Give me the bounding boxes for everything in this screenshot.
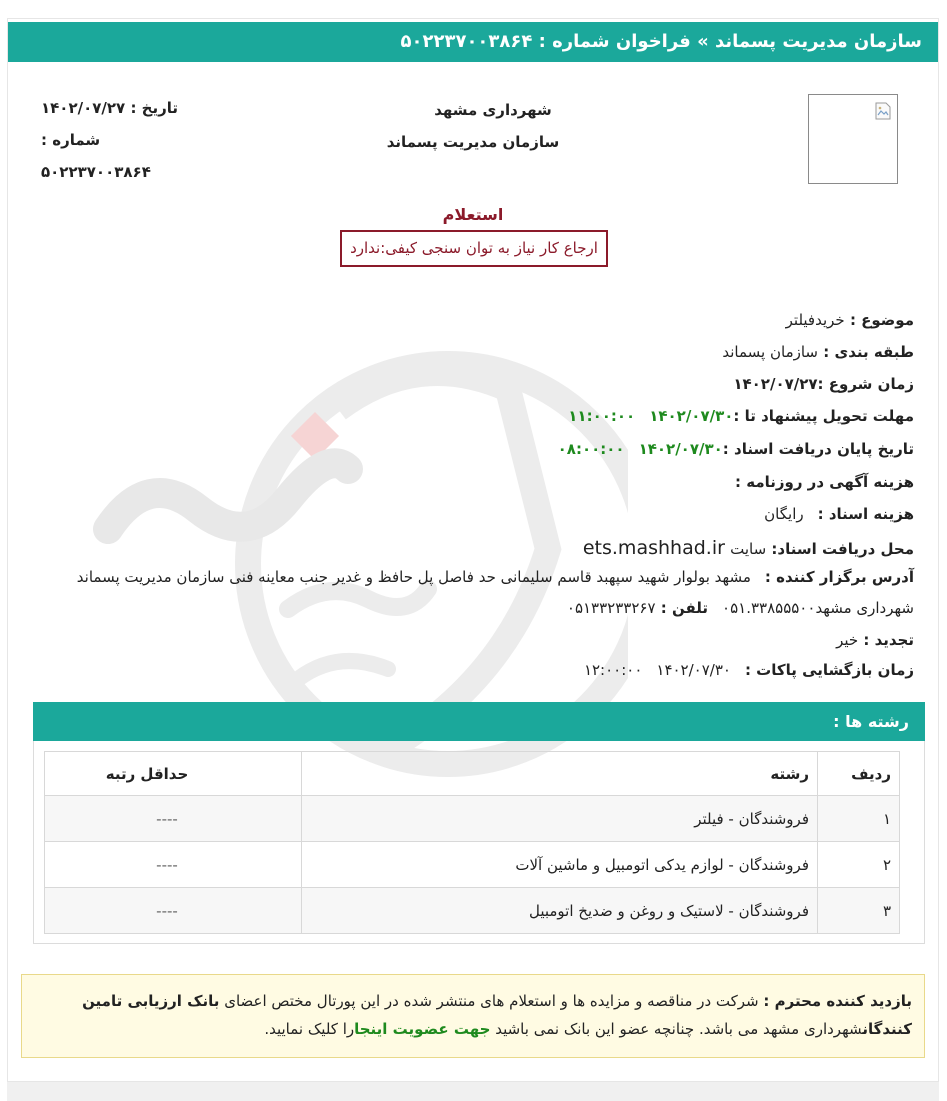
column-branch-header: رشته [302, 752, 818, 796]
contact-row: شهرداری مشهد۰۵۱.۳۳۸۵۵۵۰۰تلفن : ۰۵۱۳۳۲۳۳۲۶۷ [566, 599, 914, 617]
document-type: استعلام [442, 205, 504, 224]
row-branch: فروشندگان - فیلتر [302, 796, 818, 842]
category-row: طبقه بندی : سازمان پسماند [722, 343, 914, 361]
row-number: ۱ [818, 796, 900, 842]
table-row [45, 888, 900, 934]
table-row [45, 842, 900, 888]
branches-header: رشته ها : [33, 702, 925, 741]
page-title: سازمان مدیریت پسماند » فراخوان شماره : ۵۰۲۲۳۷۰۰۳۸۶۴ [8, 22, 938, 62]
membership-link[interactable]: جهت عضویت اینجا [354, 1020, 491, 1038]
deadline-row: مهلت تحویل پیشنهاد تا :۱۴۰۲/۰۷/۳۰۱۱:۰۰:۰۰ [568, 407, 914, 425]
row-rank: ---- [45, 888, 302, 934]
renewal-row: تجدید : خیر [836, 631, 914, 649]
opening-time-row: زمان بازگشایی پاکات :۱۴۰۲/۰۷/۳۰۱۲:۰۰:۰۰ [583, 661, 914, 679]
issue-date: تاریخ : ۱۴۰۲/۰۷/۲۷ [41, 99, 179, 117]
subject-row: موضوع : خریدفیلتر [785, 311, 914, 329]
start-time-row: زمان شروع :۱۴۰۲/۰۷/۲۷ [733, 375, 914, 393]
documents-place-row: محل دریافت اسناد: سایت ets.mashhad.ir [582, 537, 914, 559]
issuer-municipality: شهرداری مشهد [434, 101, 552, 119]
branches-table [44, 751, 900, 934]
documents-site-link[interactable]: ets.mashhad.ir [582, 537, 725, 559]
ad-cost-row: هزینه آگهی در روزنامه : [735, 473, 914, 491]
documents-end-row: تاریخ پایان دریافت اسناد :۱۴۰۲/۰۷/۳۰۰۸:۰۰:۰۰ [557, 440, 914, 458]
table-row [45, 796, 900, 842]
page-bottom-margin [7, 1082, 939, 1101]
row-number: ۲ [818, 842, 900, 888]
membership-notice: بازدید کننده محترم : شرکت در مناقصه و مزایده ها و استعلام های منتشر شده در این پورتال مختص اعضای بانک ارزیابی تامین کنندگانشهرداری مشهد می باشد. چنانچه عضو این بانک نمی باشید جهت عضویت اینجارا کلیک نمایید. [21, 974, 925, 1058]
document-page [7, 18, 939, 1082]
table-header-row [45, 752, 900, 796]
issue-number: ۵۰۲۲۳۷۰۰۳۸۶۴ [41, 163, 151, 181]
row-rank: ---- [45, 796, 302, 842]
address-row: آدرس برگزار کننده :مشهد بولوار شهید سپهبد قاسم سلیمانی حد فاصل پل حافظ و غدیر جنب معاینه فنی سازمان مدیریت پسماند [76, 568, 914, 586]
document-cost-row: هزینه اسناد :رایگان [764, 505, 914, 523]
branches-table-wrapper [33, 741, 925, 944]
column-row-header: ردیف [818, 752, 900, 796]
issue-number-label: شماره : [41, 131, 101, 149]
row-number: ۳ [818, 888, 900, 934]
row-rank: ---- [45, 842, 302, 888]
row-branch: فروشندگان - لاستیک و روغن و ضدیخ اتومبیل [302, 888, 818, 934]
column-rank-header: حداقل رتبه [45, 752, 302, 796]
row-branch: فروشندگان - لوازم یدکی اتومبیل و ماشین آلات [302, 842, 818, 888]
evaluation-note: ارجاع کار نیاز به توان سنجی کیفی:ندارد [340, 230, 608, 267]
issuer-organization: سازمان مدیریت پسماند [386, 133, 560, 151]
